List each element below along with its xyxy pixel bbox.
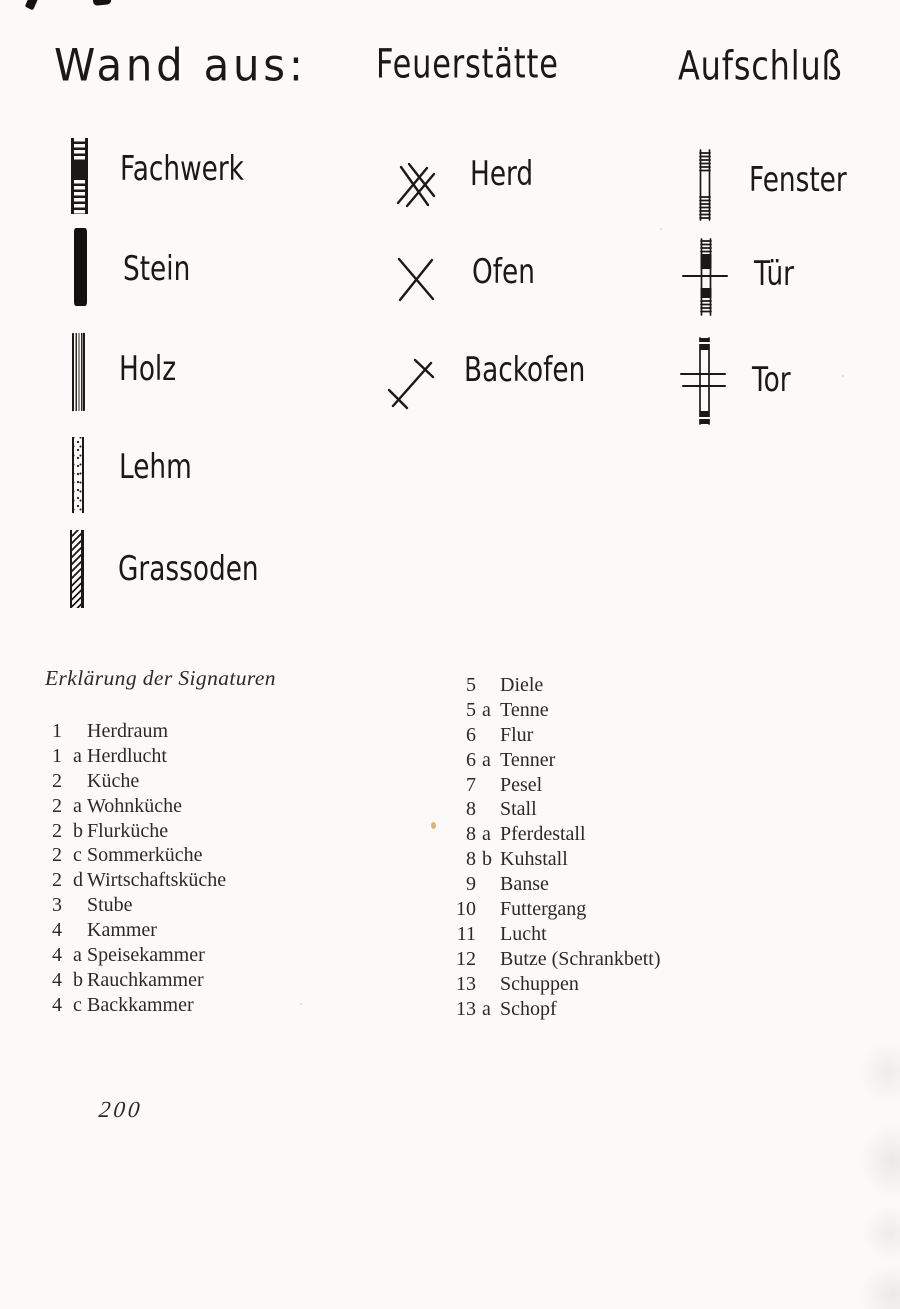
entry-number: 5 bbox=[466, 698, 476, 721]
signatures-list-right bbox=[448, 674, 661, 1022]
legend-entry bbox=[448, 848, 661, 873]
entry-suffix: a bbox=[482, 748, 491, 771]
entry-label: Diele bbox=[500, 674, 544, 696]
entry-label: Schopf bbox=[500, 997, 557, 1020]
legend-entry bbox=[448, 699, 661, 724]
entry-label: Küche bbox=[87, 769, 140, 792]
label-ofen: Ofen bbox=[472, 252, 535, 292]
entry-label: Kuhstall bbox=[500, 848, 568, 871]
entry-number: 9 bbox=[466, 873, 476, 896]
entry-label: Wohnküche bbox=[87, 794, 183, 817]
legend-entry bbox=[448, 674, 661, 699]
legend-entry bbox=[448, 798, 661, 823]
entry-number: 2 bbox=[52, 769, 62, 792]
entry-number: 7 bbox=[466, 773, 476, 796]
scan-artifact bbox=[93, 0, 112, 6]
entry-suffix: a bbox=[482, 823, 491, 846]
entry-number: 2 bbox=[52, 794, 62, 817]
entry-number: 3 bbox=[52, 894, 62, 917]
label-fachwerk: Fachwerk bbox=[120, 149, 244, 189]
legend-entry bbox=[52, 795, 226, 820]
label-holz: Holz bbox=[119, 349, 177, 389]
entry-number: 12 bbox=[456, 947, 476, 970]
fenster-symbol-icon bbox=[698, 150, 712, 220]
entry-suffix: a bbox=[73, 794, 82, 817]
legend-entry bbox=[52, 745, 226, 770]
legend-entry bbox=[52, 919, 226, 944]
entry-number: 4 bbox=[52, 919, 62, 942]
page-number: 200 bbox=[97, 1097, 144, 1122]
entry-suffix: a bbox=[482, 997, 491, 1020]
entry-number: 5 bbox=[466, 674, 476, 696]
entry-label: Tenner bbox=[500, 748, 556, 771]
label-lehm: Lehm bbox=[119, 447, 192, 487]
herd-symbol-icon bbox=[395, 162, 437, 208]
entry-number: 2 bbox=[52, 819, 62, 842]
entry-number: 8 bbox=[466, 848, 476, 871]
entry-suffix: c bbox=[73, 844, 82, 867]
holz-symbol-icon bbox=[72, 333, 85, 411]
entry-label: Wirtschaftsküche bbox=[87, 869, 227, 892]
entry-number: 13 bbox=[456, 972, 476, 995]
entry-suffix: a bbox=[482, 698, 491, 721]
legend-entry bbox=[52, 820, 226, 845]
signatures-title: Erklärung der Signaturen bbox=[45, 666, 276, 690]
legend-entry bbox=[448, 823, 661, 848]
entry-number: 6 bbox=[466, 723, 476, 746]
stein-symbol-icon bbox=[74, 228, 87, 306]
entry-number: 10 bbox=[456, 898, 476, 921]
legend-entry bbox=[52, 944, 226, 969]
entry-label: Flurküche bbox=[87, 819, 169, 842]
entry-number: 13 bbox=[456, 997, 476, 1020]
scan-noise bbox=[842, 375, 844, 377]
entry-label: Kammer bbox=[87, 919, 157, 942]
entry-number: 2 bbox=[52, 844, 62, 867]
entry-number: 4 bbox=[52, 968, 62, 991]
legend-entry bbox=[52, 720, 226, 745]
entry-label: Tenne bbox=[500, 698, 549, 721]
entry-label: Sommerküche bbox=[87, 844, 203, 867]
entry-suffix: a bbox=[73, 944, 82, 967]
entry-label: Butze (Schrankbett) bbox=[500, 947, 661, 970]
entry-number: 4 bbox=[52, 944, 62, 967]
legend-entry bbox=[448, 923, 661, 948]
label-tuer: Tür bbox=[754, 254, 795, 294]
entry-label: Herdlucht bbox=[87, 744, 167, 767]
legend-entry bbox=[448, 774, 661, 799]
fachwerk-symbol-icon bbox=[71, 138, 88, 214]
legend-entry bbox=[448, 898, 661, 923]
entry-suffix: c bbox=[73, 993, 82, 1016]
entry-suffix: d bbox=[73, 869, 83, 892]
label-backofen: Backofen bbox=[464, 350, 586, 390]
entry-number: 2 bbox=[52, 869, 62, 892]
legend-entry bbox=[52, 994, 226, 1019]
label-stein: Stein bbox=[123, 249, 191, 289]
label-fenster: Fenster bbox=[749, 160, 847, 200]
heading-wand-aus: Wand aus: bbox=[54, 39, 307, 92]
tor-symbol-icon bbox=[680, 338, 726, 424]
legend-entry bbox=[448, 873, 661, 898]
label-herd: Herd bbox=[470, 154, 534, 194]
entry-label: Lucht bbox=[500, 922, 547, 945]
entry-label: Pferdestall bbox=[500, 823, 586, 846]
tuer-symbol-icon bbox=[682, 239, 728, 315]
scan-artifact bbox=[25, 0, 39, 10]
heading-aufschluss: Aufschluß bbox=[678, 42, 843, 90]
entry-label: Herdraum bbox=[87, 720, 169, 742]
lehm-symbol-icon bbox=[72, 437, 84, 513]
legend-entry bbox=[448, 724, 661, 749]
entry-label: Backkammer bbox=[87, 993, 194, 1016]
entry-label: Stall bbox=[500, 798, 537, 821]
legend-entry bbox=[52, 894, 226, 919]
entry-label: Stube bbox=[87, 894, 133, 917]
legend-entry bbox=[52, 770, 226, 795]
grassoden-symbol-icon bbox=[70, 530, 84, 608]
entry-number: 4 bbox=[52, 993, 62, 1016]
entry-number: 11 bbox=[456, 922, 476, 945]
legend-entry bbox=[52, 969, 226, 994]
entry-suffix: b bbox=[482, 848, 492, 871]
legend-entry bbox=[448, 749, 661, 774]
entry-label: Futtergang bbox=[500, 898, 587, 921]
entry-number: 8 bbox=[466, 798, 476, 821]
entry-label: Banse bbox=[500, 873, 549, 896]
scan-noise bbox=[660, 228, 662, 230]
heading-feuerstaette: Feuerstätte bbox=[376, 40, 559, 88]
label-grassoden: Grassoden bbox=[118, 549, 259, 589]
entry-number: 1 bbox=[52, 744, 62, 767]
entry-label: Pesel bbox=[500, 773, 543, 796]
label-tor: Tor bbox=[752, 360, 791, 400]
legend-entry bbox=[52, 844, 226, 869]
entry-suffix: b bbox=[73, 819, 83, 842]
entry-suffix: a bbox=[73, 744, 82, 767]
legend-entry bbox=[448, 948, 661, 973]
entry-label: Schuppen bbox=[500, 972, 579, 995]
scan-speck bbox=[431, 822, 436, 829]
signatures-list-left bbox=[52, 720, 226, 1019]
backofen-symbol-icon bbox=[388, 354, 436, 412]
legend-entry bbox=[52, 869, 226, 894]
page-edge-shadow bbox=[820, 1040, 900, 1309]
entry-number: 6 bbox=[466, 748, 476, 771]
ofen-symbol-icon bbox=[396, 256, 436, 302]
legend-entry bbox=[448, 973, 661, 998]
entry-label: Flur bbox=[500, 723, 534, 746]
entry-number: 1 bbox=[52, 720, 62, 742]
entry-suffix: b bbox=[73, 968, 83, 991]
entry-label: Rauchkammer bbox=[87, 968, 204, 991]
legend-entry bbox=[448, 998, 661, 1023]
entry-number: 8 bbox=[466, 823, 476, 846]
scan-noise bbox=[300, 1003, 302, 1005]
entry-label: Speisekammer bbox=[87, 944, 205, 967]
